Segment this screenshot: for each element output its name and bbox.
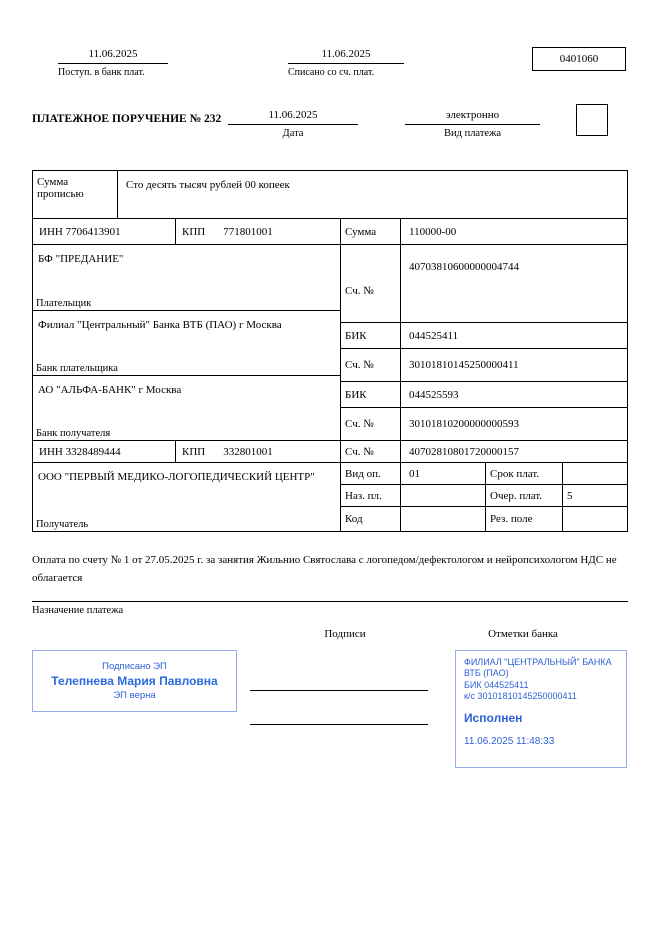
debited-date-group xyxy=(288,48,404,78)
bank-stamp-line3: БИК 044525411 xyxy=(464,679,529,690)
sum-row xyxy=(341,219,627,245)
document-date-group xyxy=(228,109,358,139)
payer-bank-name: Филиал "Центральный" Банка ВТБ (ПАО) г Москва xyxy=(38,319,282,331)
payee-bank-bik-label: БИК xyxy=(341,382,401,407)
payment-kind-group xyxy=(405,109,540,139)
signatures-caption: Подписи xyxy=(324,628,366,640)
payee-account-value: 40702810801720000157 xyxy=(409,445,519,458)
payee-block-label: Получатель xyxy=(36,519,89,530)
rez-pole-value xyxy=(563,517,627,521)
payee-bank-account-row xyxy=(341,408,627,441)
debited-date-label: Списано со сч. плат. xyxy=(288,67,375,78)
naz-pl-label: Наз. пл. xyxy=(341,485,401,506)
payee-inn: ИНН 3328489444 xyxy=(33,441,176,462)
rez-pole-label: Рез. поле xyxy=(486,507,563,531)
payer-bank-bik-row xyxy=(341,323,627,349)
payer-bank-block xyxy=(33,311,340,376)
payment-table xyxy=(32,170,628,532)
signature-line-2 xyxy=(250,724,428,725)
document-date-value: 11.06.2025 xyxy=(228,109,358,125)
payee-block xyxy=(33,463,340,531)
eds-stamp-title: Подписано ЭП xyxy=(102,661,167,672)
payer-block-label: Плательщик xyxy=(36,298,92,309)
eds-stamp xyxy=(32,650,237,712)
debited-date-value: 11.06.2025 xyxy=(288,48,404,64)
payee-kpp-value: 332801001 xyxy=(223,445,273,458)
bank-stamp-line2: ВТБ (ПАО) xyxy=(464,668,509,679)
vid-op-value: 01 xyxy=(401,463,486,484)
payer-bank-account-value: 30101810145250000411 xyxy=(409,359,519,371)
status-code-box xyxy=(576,104,608,136)
sum-words-value: Сто десять тысяч рублей 00 копеек xyxy=(126,179,290,191)
bank-stamp-line1: ФИЛИАЛ "ЦЕНТРАЛЬНЫЙ" БАНКА xyxy=(464,657,612,667)
table-left-column xyxy=(33,219,341,531)
purpose-label: Назначение платежа xyxy=(32,605,124,616)
eds-stamp-note: ЭП верна xyxy=(113,690,156,701)
payer-bank-account-row xyxy=(341,349,627,382)
vid-op-label: Вид оп. xyxy=(341,463,401,484)
naz-pl-row xyxy=(341,485,627,507)
bank-stamp xyxy=(455,650,627,768)
payer-account-value: 40703810600000004744 xyxy=(409,261,519,273)
payee-name: ООО "ПЕРВЫЙ МЕДИКО-ЛОГОПЕДИЧЕСКИЙ ЦЕНТР" xyxy=(38,471,315,483)
payee-account-row xyxy=(341,441,627,463)
payee-kpp-label: КПП xyxy=(182,445,206,458)
payer-inn-kpp-row xyxy=(33,219,340,245)
payee-inn-kpp-row xyxy=(33,441,340,463)
payee-bank-bik-row xyxy=(341,382,627,408)
payment-kind-label: Вид платежа xyxy=(443,128,501,139)
payee-bank-account-label: Сч. № xyxy=(341,408,401,440)
received-date-group xyxy=(58,48,168,78)
sum-words-row xyxy=(33,171,627,219)
kod-row xyxy=(341,507,627,531)
payer-bank-bik-label: БИК xyxy=(341,323,401,348)
eds-stamp-name: Телепнева Мария Павловна xyxy=(51,674,218,688)
form-code-value: 0401060 xyxy=(559,53,599,65)
bank-stamp-status: Исполнен xyxy=(464,711,523,725)
payer-kpp-value: 771801001 xyxy=(223,225,273,238)
payee-account-label: Сч. № xyxy=(341,441,401,462)
payee-bank-block-label: Банк получателя xyxy=(36,428,111,439)
sum-words-label: Сумма прописью xyxy=(33,171,118,218)
payer-bank-block-label: Банк плательщика xyxy=(36,363,118,374)
form-code-box xyxy=(532,47,626,71)
document-date-label: Дата xyxy=(282,128,304,139)
signature-line-1 xyxy=(250,690,428,691)
bank-marks-caption: Отметки банка xyxy=(488,628,558,640)
bank-stamp-line4: к/с 30101810145250000411 xyxy=(464,690,577,701)
payer-bank-account-label: Сч. № xyxy=(341,349,401,381)
payee-bank-bik-value: 044525593 xyxy=(409,388,459,401)
received-date-label: Поступ. в банк плат. xyxy=(58,67,145,78)
payee-bank-name: АО "АЛЬФА-БАНК" г Москва xyxy=(38,384,182,396)
payment-kind-value: электронно xyxy=(405,109,540,125)
payer-kpp-label: КПП xyxy=(182,225,206,238)
ocher-plat-value: 5 xyxy=(567,489,573,502)
bank-stamp-datetime: 11.06.2025 11:48:33 xyxy=(464,736,555,747)
srok-plat-label: Срок плат. xyxy=(486,463,563,484)
payee-bank-block xyxy=(33,376,340,441)
payee-kpp-cell xyxy=(176,443,340,461)
kod-label: Код xyxy=(341,507,401,531)
vid-op-row xyxy=(341,463,627,485)
payer-account-row xyxy=(341,245,627,323)
sum-value: 110000-00 xyxy=(409,225,457,238)
payer-kpp-cell xyxy=(176,223,340,241)
kod-value xyxy=(401,507,486,531)
ocher-plat-label: Очер. плат. xyxy=(486,485,563,506)
payer-inn: ИНН 7706413901 xyxy=(33,219,176,244)
srok-plat-value xyxy=(563,472,627,476)
payer-bank-bik-value: 044525411 xyxy=(409,329,459,342)
document-title: ПЛАТЕЖНОЕ ПОРУЧЕНИЕ № 232 xyxy=(32,113,222,125)
payer-account-label: Сч. № xyxy=(341,245,401,322)
table-right-column xyxy=(341,219,627,531)
purpose-text: Оплата по счету № 1 от 27.05.2025 г. за занятия Жильнио Святослава с логопедом/дефектологом и нейропсихологом НДС не облагается xyxy=(32,552,628,602)
payer-block xyxy=(33,245,340,311)
sum-label: Сумма xyxy=(341,219,401,244)
naz-pl-value xyxy=(401,485,486,506)
payer-name: БФ "ПРЕДАНИЕ" xyxy=(38,253,124,265)
payee-bank-account-value: 30101810200000000593 xyxy=(409,418,519,430)
received-date-value: 11.06.2025 xyxy=(58,48,168,64)
purpose-block xyxy=(32,552,628,616)
